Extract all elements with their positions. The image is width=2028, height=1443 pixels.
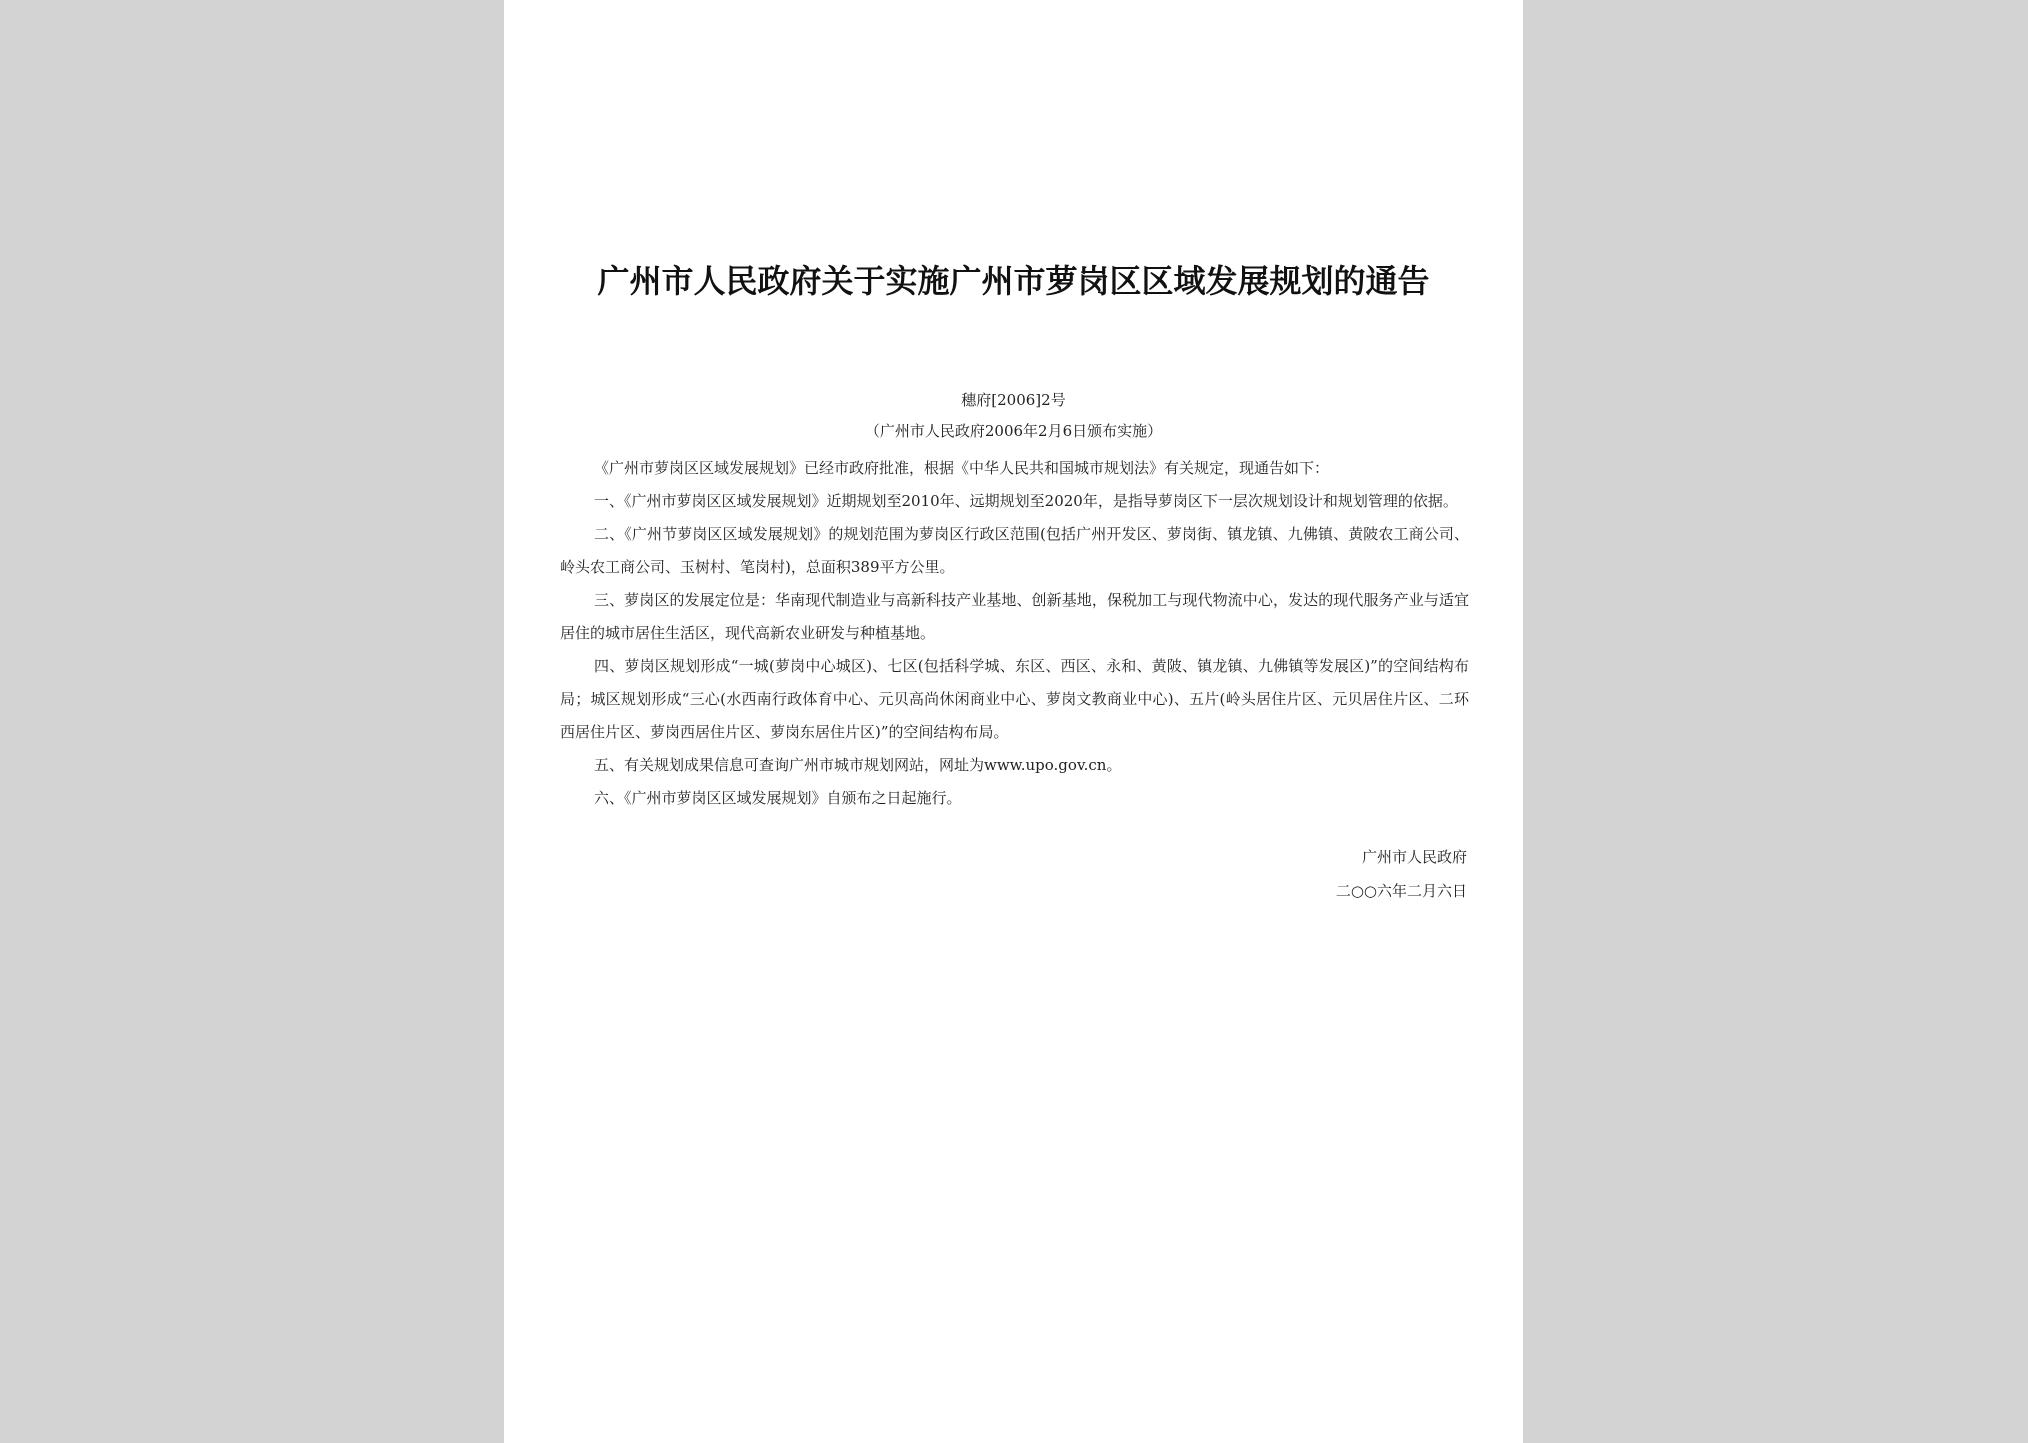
paragraph-4: 四、萝岗区规划形成“一城(萝岗中心城区)、七区(包括科学城、东区、西区、永和、黄陂、镇龙镇、九佛镇等发展区)”的空间结构布局；城区规划形成“三心(水西南行政体育中心、元贝高尚休闲商业中心、萝岗文教商业中心)、五片(岭头居住片区、元贝居住片区、二环西居住片区、萝岗西居住片区、萝岗东居住片区)”的空间结构布局。 [560,657,1469,741]
paragraph-5: 五、有关规划成果信息可查询广州市城市规划网站，网址为www.upo.gov.cn。 [594,756,1122,774]
document-page [504,0,1523,1443]
document-body [560,452,1469,815]
document-number: 穗府[2006]2号 [961,391,1066,409]
paragraph-1: 一、《广州市萝岗区区域发展规划》近期规划至2010年、远期规划至2020年，是指导萝岗区下一层次规划设计和规划管理的依据。 [594,492,1458,510]
signing-date: 二○○六年二月六日 [1335,882,1467,900]
document-title: 广州市人民政府关于实施广州市萝岗区区域发展规划的通告 [597,262,1430,300]
paragraph-6: 六、《广州市萝岗区区域发展规划》自颁布之日起施行。 [594,789,962,807]
paragraph-2: 二、《广州节萝岗区区域发展规划》的规划范围为萝岗区行政区范围(包括广州开发区、萝岗街、镇龙镇、九佛镇、黄陂农工商公司、岭头农工商公司、玉树村、笔岗村)，总面积389平方公里。 [560,525,1469,576]
paragraph-intro: 《广州市萝岗区区域发展规划》已经市政府批准，根据《中华人民共和国城市规划法》有关规定，现通告如下： [594,459,1330,477]
promulgation-note: （广州市人民政府2006年2月6日颁布实施） [864,422,1163,440]
paragraph-3: 三、萝岗区的发展定位是：华南现代制造业与高新科技产业基地、创新基地，保税加工与现代物流中心，发达的现代服务产业与适宜居住的城市居住生活区，现代高新农业研发与种植基地。 [560,591,1469,642]
signer: 广州市人民政府 [1361,848,1467,866]
